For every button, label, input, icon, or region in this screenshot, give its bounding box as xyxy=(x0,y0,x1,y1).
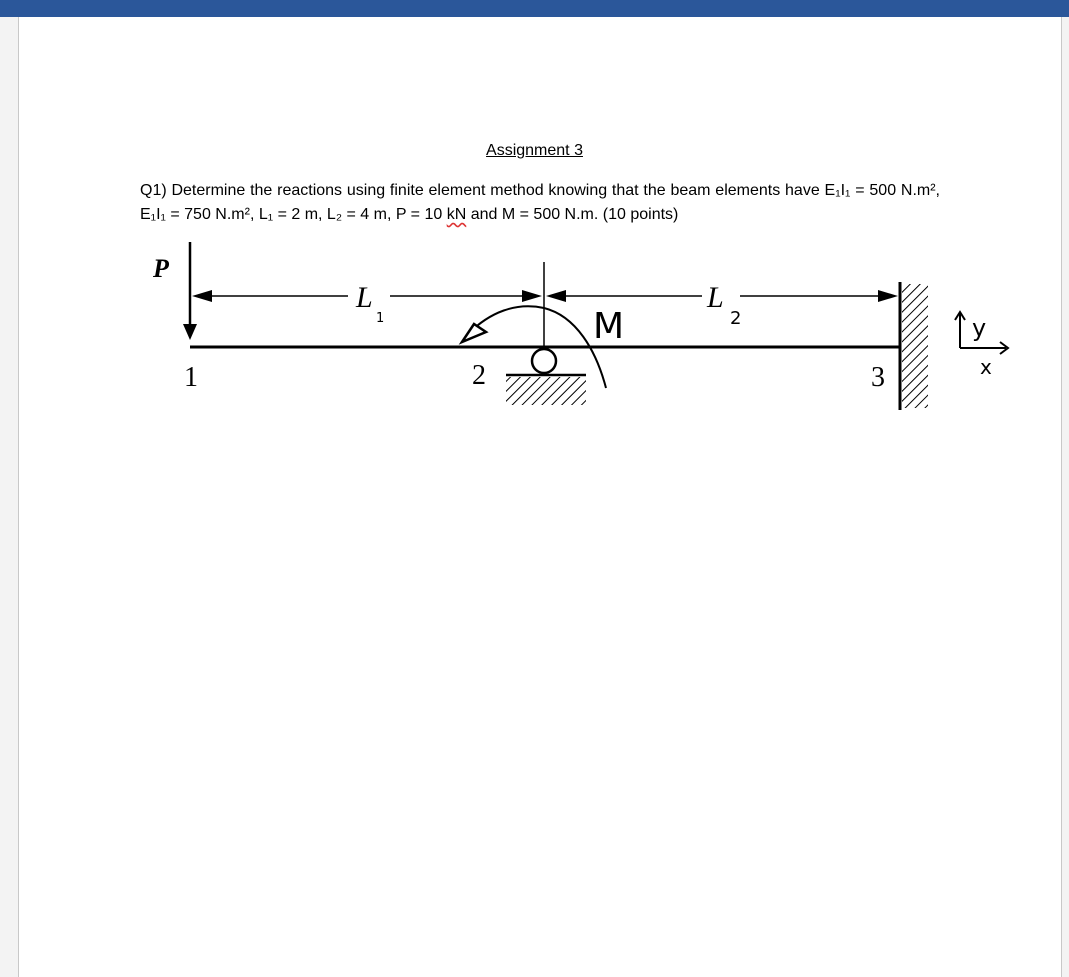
span2-subscript: 2 xyxy=(730,308,742,329)
dim-arrow-l2-left xyxy=(546,290,566,302)
load-arrow-head xyxy=(183,324,197,340)
span2-label: L xyxy=(707,281,724,314)
question-text-part2: and M = 500 N.m. (10 points) xyxy=(466,206,679,223)
document-page xyxy=(18,17,1062,977)
dim-arrow-l1-left xyxy=(192,290,212,302)
question-text-part1: Q1) Determine the reactions using finite element method knowing that the beam elements have E₁I₁ = 500 N.m², E₁I₁ = 750 N.m², L₁ = 2 m, L₂ = 4 m, P = 10 xyxy=(140,182,940,223)
node2-label: 2 xyxy=(472,360,486,391)
question-text xyxy=(140,179,940,227)
coordinate-axes xyxy=(955,312,1008,379)
dim-arrow-l1-right xyxy=(522,290,542,302)
y-axis-arrow xyxy=(955,312,965,348)
ground-hatch xyxy=(506,377,586,405)
load-label: P xyxy=(153,254,169,283)
dim-arrow-l2-right xyxy=(878,290,898,302)
y-axis-label: y xyxy=(972,314,987,342)
span1-subscript: 1 xyxy=(376,311,385,326)
x-axis-label: x xyxy=(980,355,992,379)
span1-label: L xyxy=(356,281,373,314)
x-axis-arrow xyxy=(960,342,1008,354)
window-title-bar xyxy=(0,0,1069,17)
node1-label: 1 xyxy=(184,362,198,393)
spellcheck-flagged-word[interactable]: kN xyxy=(446,206,467,223)
roller-support xyxy=(532,349,556,373)
node3-label: 3 xyxy=(871,362,885,393)
wall-hatch xyxy=(902,284,928,408)
moment-label: M xyxy=(593,306,625,347)
moment-arrow-head xyxy=(462,324,486,342)
beam-diagram xyxy=(140,232,1020,422)
page-title: Assignment 3 xyxy=(486,142,583,159)
